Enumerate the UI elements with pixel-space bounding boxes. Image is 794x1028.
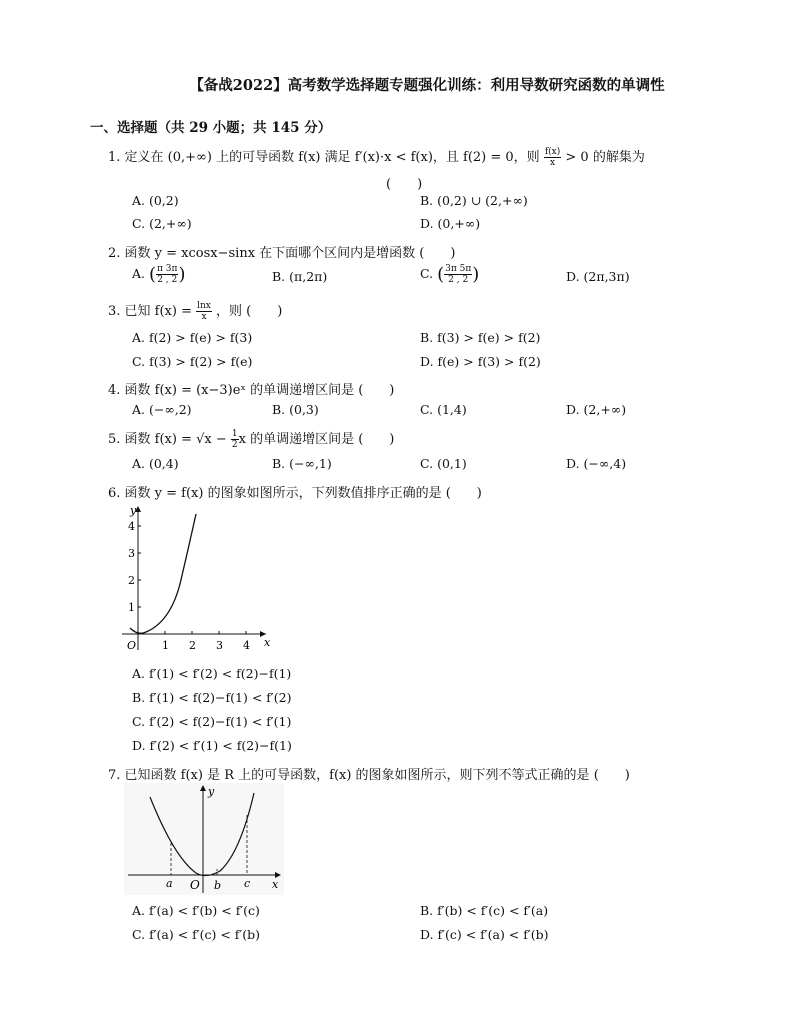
q3-option-a[interactable]: A. f(2) > f(e) > f(3) <box>132 330 253 345</box>
question-6-stem: 6. 函数 y = f(x) 的图象如图所示，下列数值排序正确的是 ( ) <box>108 486 482 501</box>
origin-label: O <box>127 639 137 652</box>
x-axis-label: x <box>272 878 279 891</box>
question-3-fraction: $\frac{\ln x}{x}$ <box>197 301 211 322</box>
q7-option-d[interactable]: D. f′(c) < f′(a) < f′(b) <box>420 927 549 942</box>
y-tick-2: 2 <box>128 574 135 587</box>
q1-option-c[interactable]: C. (2,+∞) <box>132 216 192 231</box>
q4-option-a[interactable]: A. (−∞,2) <box>132 402 192 417</box>
question-1-blank: ( ) <box>386 177 423 192</box>
q5-option-d[interactable]: D. (−∞,4) <box>566 456 627 471</box>
q2-option-b[interactable]: B. (π,2π) <box>272 269 328 284</box>
y-ticks <box>128 520 141 614</box>
label-c: c <box>244 877 251 890</box>
question-7-stem: 7. 已知函数 f(x) 是 R 上的可导函数，f(x) 的图象如图所示，则下列不等式正确的是 ( ) <box>108 768 630 783</box>
question-4-stem: 4. 函数 f(x) = (x−3)eˣ 的单调递增区间是 ( ) <box>108 383 395 398</box>
q2-option-a[interactable]: A. ( $\frac{\pi 3\pi}{2 , 2}$ ) <box>132 264 186 285</box>
q4-option-b[interactable]: B. (0,3) <box>272 402 319 417</box>
question-6-graph <box>120 500 275 655</box>
origin-label: O <box>190 878 200 892</box>
y-tick-1: 1 <box>128 601 135 614</box>
function-curve <box>130 514 196 633</box>
q5-option-b[interactable]: B. (−∞,1) <box>272 456 332 471</box>
q7-option-a[interactable]: A. f′(a) < f′(b) < f′(c) <box>132 903 260 918</box>
question-7-graph <box>124 783 284 895</box>
q3-option-c[interactable]: C. f(3) > f(2) > f(e) <box>132 354 253 369</box>
x-tick-2: 2 <box>189 639 196 652</box>
q4-option-c[interactable]: C. (1,4) <box>420 402 467 417</box>
q6-option-a[interactable]: A. f′(1) < f′(2) < f(2)−f(1) <box>132 666 292 681</box>
q6-option-d[interactable]: D. f′(2) < f′(1) < f(2)−f(1) <box>132 738 292 753</box>
q2-option-c[interactable]: C. ( $\frac{3\pi 5\pi}{2 , 2}$ ) <box>420 264 480 285</box>
y-tick-3: 3 <box>128 547 135 560</box>
question-5-stem: 5. 函数 f(x) = √x − $\frac{1}{2}$ x 的单调递增区间是 ( ) <box>108 429 395 450</box>
x-tick-4: 4 <box>243 639 250 652</box>
q1-option-a[interactable]: A. (0,2) <box>132 193 179 208</box>
label-a: a <box>166 877 173 890</box>
q3-option-b[interactable]: B. f(3) > f(e) > f(2) <box>420 330 541 345</box>
question-3-stem: 3. 已知 f(x) = $\frac{\ln x}{x}$ ，则 ( ) <box>108 301 283 322</box>
page-title: 【备战2022】高考数学选择题专题强化训练：利用导数研究函数的单调性 <box>189 77 665 94</box>
x-axis-label: x <box>264 636 271 649</box>
q1-option-b[interactable]: B. (0,2) ∪ (2,+∞) <box>420 193 528 208</box>
y-axis-label: y <box>208 785 215 798</box>
section-heading: 一、选择题（共 29 小题；共 145 分） <box>90 120 332 136</box>
label-b: b <box>214 879 222 892</box>
question-1-text: 1. 定义在 (0,+∞) 上的可导函数 f(x) 满足 f′(x)·x < f(x)，且 f(2) = 0，则 <box>108 150 540 165</box>
q5-option-c[interactable]: C. (0,1) <box>420 456 467 471</box>
x-tick-1: 1 <box>162 639 169 652</box>
question-5-fraction: $\frac{1}{2}$ <box>231 429 238 450</box>
y-tick-4: 4 <box>128 520 135 533</box>
question-1-tail: > 0 的解集为 <box>565 150 645 165</box>
q7-option-c[interactable]: C. f′(a) < f′(c) < f′(b) <box>132 927 261 942</box>
y-axis-label: y <box>130 504 137 517</box>
q6-option-c[interactable]: C. f′(2) < f(2)−f(1) < f′(1) <box>132 714 292 729</box>
question-1-stem <box>108 146 645 168</box>
q6-option-b[interactable]: B. f′(1) < f(2)−f(1) < f′(2) <box>132 690 292 705</box>
question-1-fraction: $\frac{f(x)}{x}$ <box>544 147 561 168</box>
x-tick-3: 3 <box>216 639 223 652</box>
q1-option-d[interactable]: D. (0,+∞) <box>420 216 481 231</box>
q7-option-b[interactable]: B. f′(b) < f′(c) < f′(a) <box>420 903 549 918</box>
q5-option-a[interactable]: A. (0,4) <box>132 456 179 471</box>
graph-background <box>124 783 284 895</box>
q4-option-d[interactable]: D. (2,+∞) <box>566 402 627 417</box>
q3-option-d[interactable]: D. f(e) > f(3) > f(2) <box>420 354 541 369</box>
question-2-stem: 2. 函数 y = xcosx−sinx 在下面哪个区间内是增函数 ( ) <box>108 246 456 261</box>
q2-option-d[interactable]: D. (2π,3π) <box>566 269 630 284</box>
